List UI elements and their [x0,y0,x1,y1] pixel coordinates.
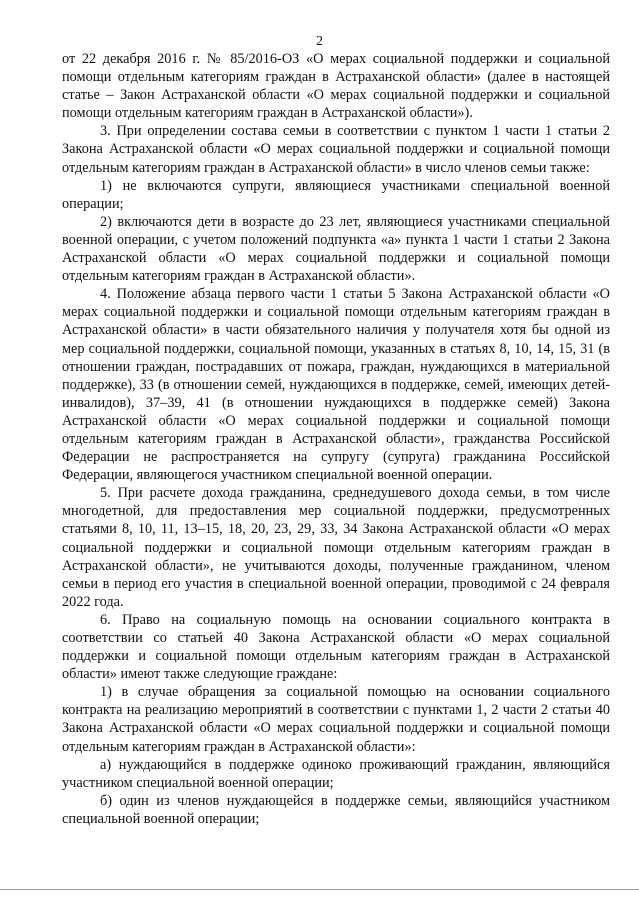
paragraph-3-item-1: 1) не включаются супруги, являющиеся участниками специальной военной операции; [62,177,610,212]
paragraph-4-citizenship: 4. Положение абзаца первого части 1 статьи 5 Закона Астраханской области «О мерах социальной поддержки и социальной помощи отдельным категориям граждан в Астраханской области» в части обязательного наличия у получателя хотя бы одной из мер социальной поддержки, социальной помощи, указанных в статьях 8, 10, 14, 15, 31 (в отношении граждан, пострадавших от пожара, граждан, нуждающихся в материальной поддержке), 33 (в отношении семей, нуждающихся в поддержке, семей, имеющих детей-инвалидов), 37–39, 41 (в отношении нуждающихся в поддержке семей) Закона Астраханской области «О мерах социальной поддержки и социальной помощи отдельным категориям граждан в Астраханской области», гражданства Российской Федерации не распространяется на супругу (супруга) гражданина Российской Федерации, являющегося участником специальной военной операции. [62,286,610,484]
document-body [62,50,610,828]
paragraph-5-income-calculation: 5. При расчете дохода гражданина, среднедушевого дохода семьи, в том числе многодетной, для предоставления мер социальной поддержки, предусмотренных статьями 8, 10, 11, 13–15, 18, 20, 23, 29, 33, 34 Закона Астраханской области «О мерах социальной поддержки и социальной помощи отдельным категориям граждан в Астраханской области», не учитываются доходы, полученные гражданином, членом семьи в период его участия в специальной военной операции, проводимой с 24 февраля 2022 года. [62,485,610,610]
paragraph-3-family-composition: 3. При определении состава семьи в соответствии с пунктом 1 части 1 статьи 2 Закона Астраханской области «О мерах социальной поддержки и социальной помощи отдельным категориям граждан в Астраханской области» в число членов семьи также: [62,123,610,176]
paragraph-law-reference-continuation: от 22 декабря 2016 г. № 85/2016-ОЗ «О мерах социальной поддержки и социальной помощи отдельным категориям граждан в Астраханской области» (далее в настоящей статье – Закон Астраханской области «О мерах социальной поддержки и социальной помощи отдельным категориям граждан в Астраханской области»). [62,51,610,122]
paragraph-6-item-1-a: а) нуждающийся в поддержке одиноко проживающий гражданин, являющийся участником специальной военной операции; [62,756,610,791]
scan-edge-line [0,889,639,890]
page-number: 2 [316,34,323,49]
paragraph-3-item-2: 2) включаются дети в возрасте до 23 лет, являющиеся участниками специальной военной операции, с учетом положений подпункта «а» пункта 1 части 1 статьи 2 Закона Астраханской области «О мерах социальной поддержки и социальной помощи отдельным категориям граждан в Астраханской области». [62,213,610,285]
paragraph-6-item-1-b: б) один из членов нуждающейся в поддержке семьи, являющийся участником специальной военной операции; [62,792,610,827]
paragraph-6-social-contract: 6. Право на социальную помощь на основании социального контракта в соответствии со статьей 40 Закона Астраханской области «О мерах социальной поддержки и социальной помощи отдельным категориям граждан в Астраханской области» имеют также следующие граждане: [62,611,610,683]
paragraph-6-item-1: 1) в случае обращения за социальной помощью на основании социального контракта на реализацию мероприятий в соответствии с пунктами 1, 2 части 2 статьи 40 Закона Астраханской области «О мерах социальной поддержки и социальной помощи отдельным категориям граждан в Астраханской области»: [62,684,610,755]
